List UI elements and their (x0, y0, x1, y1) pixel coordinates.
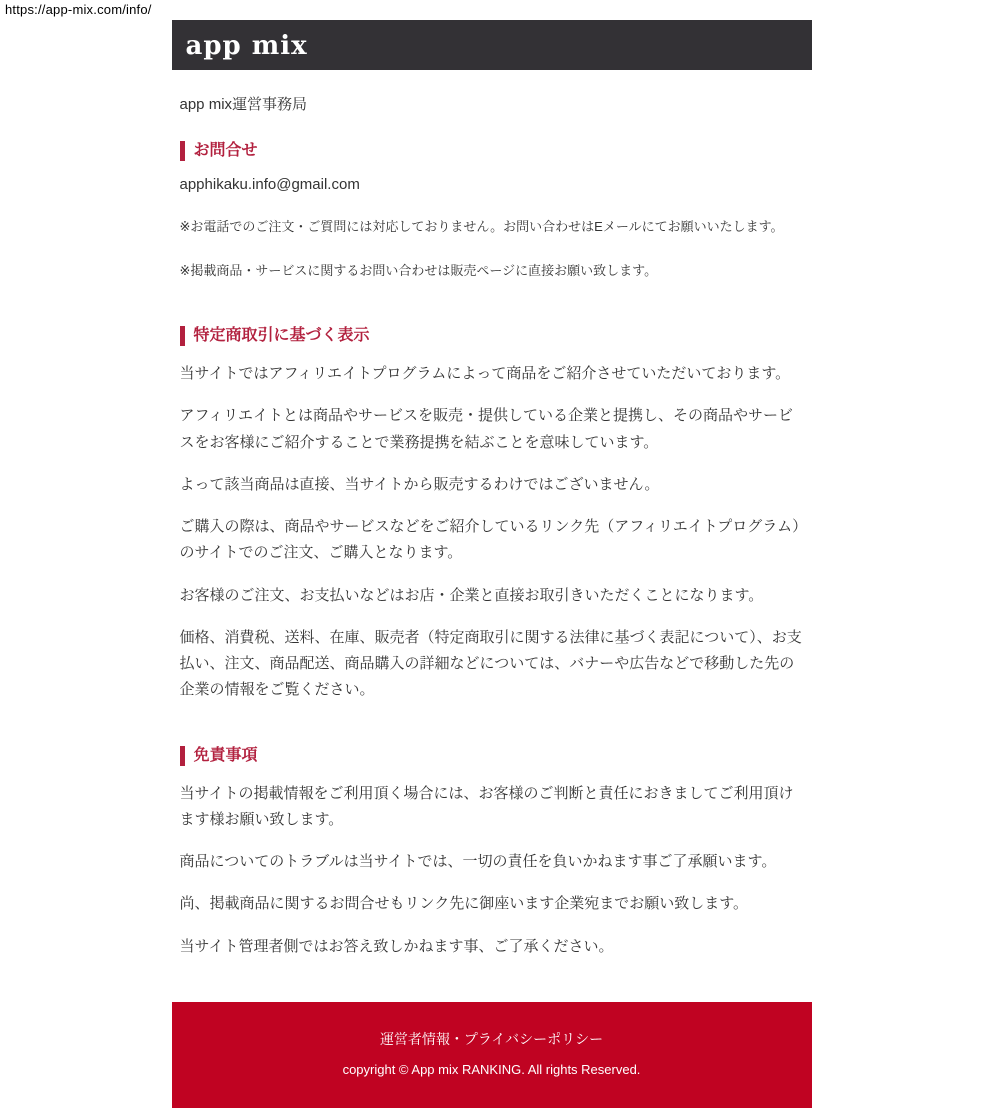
tokutei-paragraph: 価格、消費税、送料、在庫、販売者（特定商取引に関する法律に基づく表記について）、お支払い、注文、商品配送、商品購入の詳細などについては、バナーや広告などで移動した先の企業の情報をご覧ください。 (179, 628, 802, 699)
disclaimer-paragraph: 商品についてのトラブルは当サイトでは、一切の責任を負いかねます事ご了承願います。 (179, 853, 777, 870)
disclaimer-heading: 免責事項 (180, 746, 804, 766)
page-container (172, 0, 812, 960)
operator-intro-text: app mix運営事務局 (179, 96, 308, 113)
tokutei-paragraph: 当サイトではアフィリエイトプログラムによって商品をご紹介させていただいております。 (179, 365, 791, 382)
main-content (172, 93, 812, 960)
tokutei-heading: 特定商取引に基づく表示 (180, 326, 804, 346)
contact-note-phone: ※お電話でのご注文・ご質問には対応しておりません。お問い合わせはEメールにてお願いいたします。 (179, 219, 784, 234)
disclaimer-paragraph: 尚、掲載商品に関するお問合せもリンク先に御座います企業宛までお願い致します。 (179, 895, 749, 913)
contact-section (180, 141, 804, 280)
tokutei-paragraph: ご購入の際は、商品やサービスなどをご紹介しているリンク先（アフィリエイトプログラム）のサイトでのご注文、ご購入となります。 (179, 518, 800, 562)
tokutei-paragraph: お客様のご注文、お支払いなどはお店・企業と直接お取引きいただくことになります。 (179, 586, 764, 604)
disclaimer-paragraph: 当サイト管理者側ではお答え致しかねます事、ご了承ください。 (179, 937, 614, 955)
footer-privacy-policy-link[interactable]: 運営者情報・プライバシーポリシー (379, 1030, 604, 1047)
tokutei-section (180, 326, 804, 704)
contact-heading: お問合せ (180, 141, 804, 161)
tokutei-paragraph: よって該当商品は直接、当サイトから販売するわけではございません。 (179, 475, 660, 493)
contact-email: apphikaku.info@gmail.com (179, 176, 360, 193)
disclaimer-section (180, 746, 804, 960)
contact-note-products: ※掲載商品・サービスに関するお問い合わせは販売ページに直接お願い致します。 (179, 262, 658, 278)
tokutei-paragraph: アフィリエイトとは商品やサービスを販売・提供している企業と提携し、その商品やサービスをお客様にご紹介することで業務提携を結ぶことを意味しています。 (179, 407, 794, 451)
site-header (172, 20, 812, 70)
site-footer (172, 1002, 812, 1108)
page-url-label: https://app-mix.com/info/ (5, 2, 152, 17)
site-title[interactable]: app mix (185, 31, 308, 61)
footer-copyright: copyright © App mix RANKING. All rights Reserved. (342, 1061, 641, 1077)
disclaimer-paragraph: 当サイトの掲載情報をご利用頂く場合には、お客様のご判断と責任におきましてご利用頂けます様お願い致します。 (179, 784, 794, 828)
